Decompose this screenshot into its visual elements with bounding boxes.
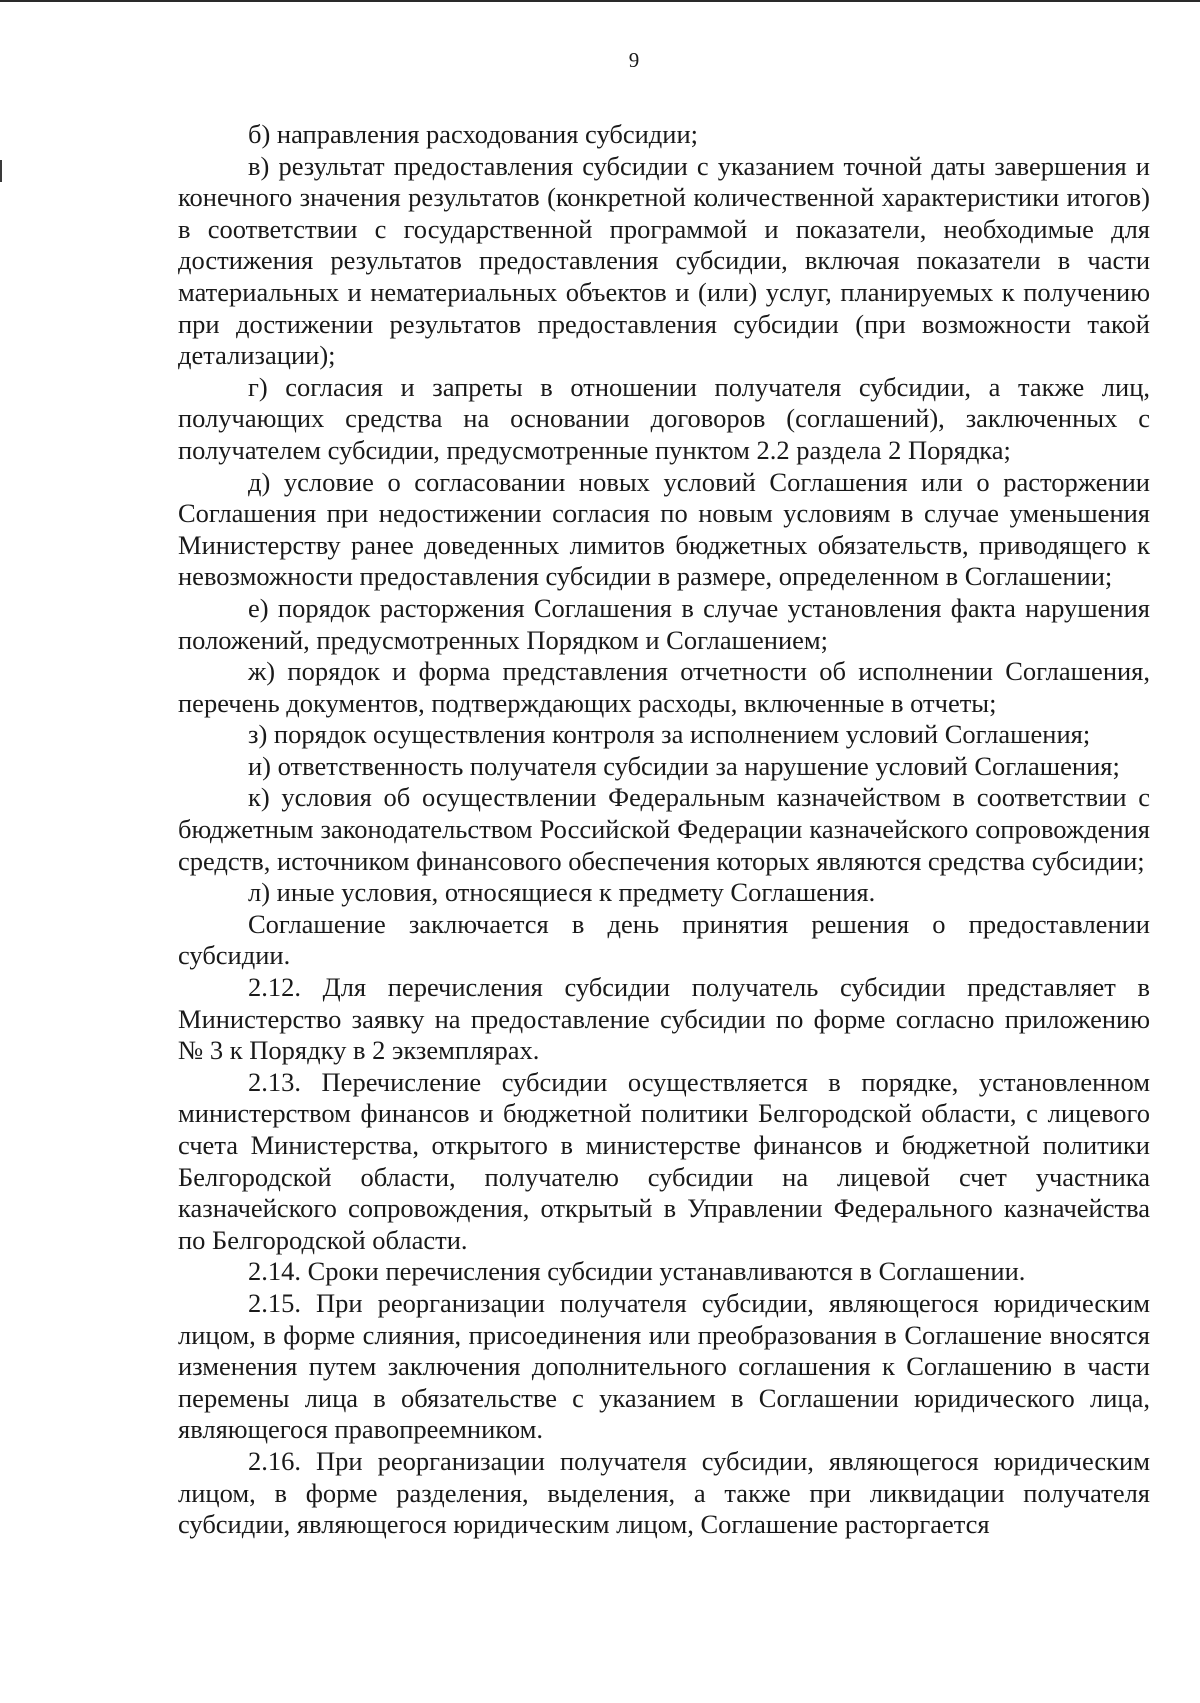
paragraph-2-13: 2.13. Перечисление субсидии осуществляется в порядке, установленном министерством финансов и бюджетной политики Белгородской области, с лицевого счета Министерства, открытого в министерстве финансов и бюджетной политики Белгородской области, получателю субсидии на лицевой счет участника казначейского сопровождения, открытый в Управлении Федерального казначейства по Белгородской области.	[178, 1066, 1150, 1255]
paragraph-2-16: 2.16. При реорганизации получателя субсидии, являющегося юридическим лицом, в форме разделения, выделения, а также при ликвидации получателя субсидии, являющегося юридическим лицом, Соглашение расторгается	[178, 1445, 1150, 1540]
paragraph-z: з) порядок осуществления контроля за исполнением условий Соглашения;	[248, 719, 1091, 750]
paragraph-k: к) условия об осуществлении Федеральным казначейством в соответствии с бюджетным законодательством Российской Федерации казначейского сопровождения средств, источником финансового обеспечения которых являются средства субсидии;	[178, 782, 1150, 876]
paragraph-v: в) результат предоставления субсидии с указанием точной даты завершения и конечного значения результатов (конкретной количественной характеристики итогов) в соответствии с государственной программой и показатели, необходимые для достижения результатов предоставления субсидии, включая показатели в части материальных и нематериальных объектов и (или) услуг, планируемых к получению при достижении результатов предоставления субсидии (при возможности такой детализации);	[178, 150, 1150, 371]
paragraph-2-12: 2.12. Для перечисления субсидии получатель субсидии представляет в Министерство заявку на предоставление субсидии по форме согласно приложению № 3 к Порядку в 2 экземплярах.	[178, 972, 1150, 1066]
paragraph-i: и) ответственность получателя субсидии за нарушение условий Соглашения;	[248, 750, 1120, 781]
paragraph-2-14: 2.14. Сроки перечисления субсидии устанавливаются в Соглашении.	[248, 1256, 1026, 1287]
scan-top-border	[0, 0, 1200, 2]
paragraph-zh: ж) порядок и форма представления отчетности об исполнении Соглашения, перечень документов, подтверждающих расходы, включенные в отчеты;	[178, 656, 1150, 718]
paragraph-b: б) направления расходования субсидии;	[248, 119, 698, 149]
paragraph-e: е) порядок расторжения Соглашения в случае установления факта нарушения положений, предусмотренных Порядком и Соглашением;	[178, 592, 1150, 655]
paragraph-agreement-date: Соглашение заключается в день принятия решения о предоставлении субсидии.	[178, 908, 1150, 971]
paragraph-d: д) условие о согласовании новых условий Соглашения или о расторжении Соглашения при недостижении согласия по новым условиям в случае уменьшения Министерству ранее доведенных лимитов бюджетных обязательств, приводящего к невозможности предоставления субсидии в размере, определенном в Соглашении;	[178, 466, 1150, 592]
paragraph-2-15: 2.15. При реорганизации получателя субсидии, являющегося юридическим лицом, в форме слияния, присоединения или преобразования в Соглашение вносятся изменения путем заключения дополнительного соглашения к Соглашению в части перемены лица в обязательстве с указанием в Соглашении юридического лица, являющегося правопреемником.	[178, 1287, 1150, 1445]
page-number: 9	[628, 48, 640, 72]
paragraph-l: л) иные условия, относящиеся к предмету Соглашения.	[248, 877, 876, 908]
paragraph-g: г) согласия и запреты в отношении получателя субсидии, а также лиц, получающих средства на основании договоров (соглашений), заключенных с получателем субсидии, предусмотренные пунктом 2.2 раздела 2 Порядка;	[178, 371, 1150, 465]
document-body	[178, 119, 1150, 1541]
scan-edge-mark	[0, 160, 2, 182]
